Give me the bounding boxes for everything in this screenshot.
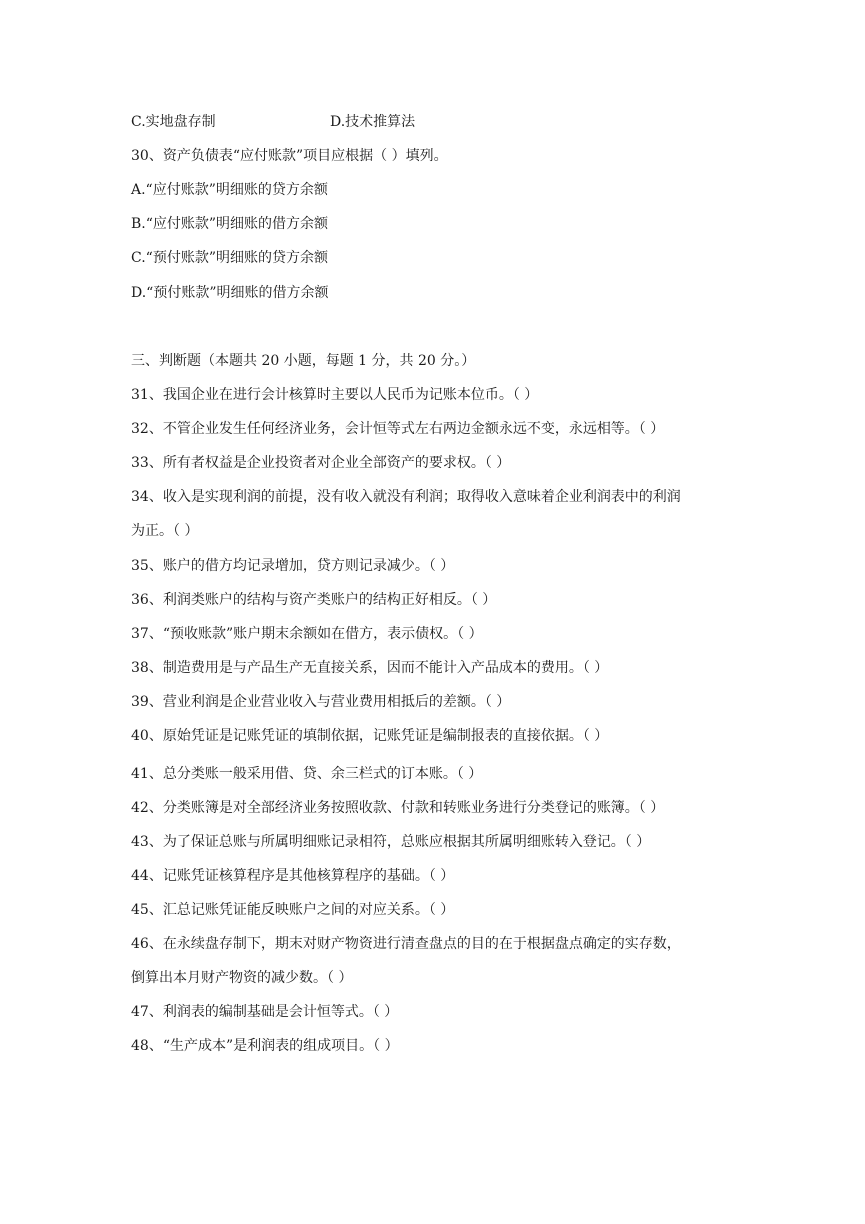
q30-option-c: C.“预付账款”明细账的贷方余额 <box>131 250 328 266</box>
question-37: 37、“预收账款”账户期末余额如在借方，表示债权。（ ） <box>131 626 483 642</box>
question-34-cont: 为正。（ ） <box>131 523 199 539</box>
question-44: 44、记账凭证核算程序是其他核算程序的基础。（ ） <box>131 868 455 884</box>
q30-option-a: A.“应付账款”明细账的贷方余额 <box>131 182 328 198</box>
question-34: 34、收入是实现利润的前提，没有收入就没有利润；取得收入意味着企业利润表中的利润 <box>131 489 681 505</box>
question-35: 35、账户的借方均记录增加，贷方则记录减少。（ ） <box>131 558 455 574</box>
question-33: 33、所有者权益是企业投资者对企业全部资产的要求权。（ ） <box>131 455 511 471</box>
question-32: 32、不管企业发生任何经济业务，会计恒等式左右两边金额永远不变，永远相等。（ ） <box>131 421 665 437</box>
q29-option-d: D.技术推算法 <box>330 114 416 130</box>
question-43: 43、为了保证总账与所属明细账记录相符，总账应根据其所属明细账转入登记。（ ） <box>131 834 651 850</box>
question-41: 41、总分类账一般采用借、贷、余三栏式的订本账。（ ） <box>131 766 483 782</box>
question-46: 46、在永续盘存制下，期末对财产物资进行清查盘点的目的在于根据盘点确定的实存数， <box>131 936 681 952</box>
question-31: 31、我国企业在进行会计核算时主要以人民币为记账本位币。（ ） <box>131 387 539 403</box>
question-36: 36、利润类账户的结构与资产类账户的结构正好相反。（ ） <box>131 592 497 608</box>
q29-options-row <box>131 112 416 132</box>
question-40: 40、原始凭证是记账凭证的填制依据，记账凭证是编制报表的直接依据。（ ） <box>131 728 609 744</box>
question-42: 42、分类账簿是对全部经济业务按照收款、付款和转账业务进行分类登记的账簿。（ ） <box>131 800 665 816</box>
question-45: 45、汇总记账凭证能反映账户之间的对应关系。（ ） <box>131 902 455 918</box>
question-38: 38、制造费用是与产品生产无直接关系，因而不能计入产品成本的费用。（ ） <box>131 660 609 676</box>
section-heading: 三、判断题（本题共 20 小题，每题 1 分，共 20 分。） <box>131 353 476 369</box>
q29-option-c: C.实地盘存制 <box>131 114 216 130</box>
question-46-cont: 倒算出本月财产物资的减少数。（ ） <box>131 970 353 986</box>
question-48: 48、“生产成本”是利润表的组成项目。（ ） <box>131 1038 399 1054</box>
q30-stem: 30、资产负债表“应付账款”项目应根据（ ）填列。 <box>131 148 448 164</box>
q30-option-b: B.“应付账款”明细账的借方余额 <box>131 216 329 232</box>
question-39: 39、营业利润是企业营业收入与营业费用相抵后的差额。（ ） <box>131 694 511 710</box>
question-47: 47、利润表的编制基础是会计恒等式。（ ） <box>131 1004 399 1020</box>
q30-option-d: D.“预付账款”明细账的借方余额 <box>131 285 329 301</box>
